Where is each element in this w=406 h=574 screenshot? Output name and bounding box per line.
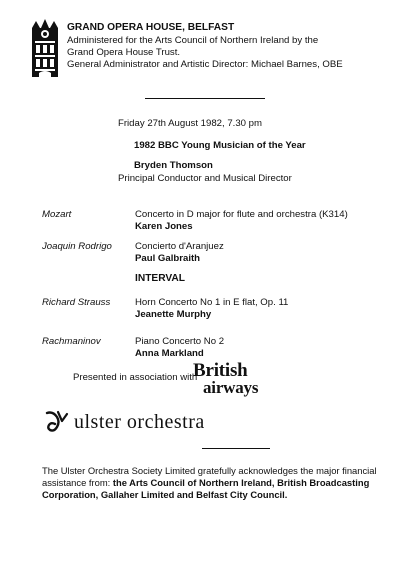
logo-word: airways [203,378,259,397]
acknowledgement-funders: the Arts Council of Northern Ireland, British Broadcasting Corporation, Gallaher Limited and Belfast City Council. [42,477,370,501]
divider [202,448,270,449]
work-title: Concierto d'Aranjuez [135,241,224,252]
ulster-orchestra-logo [44,409,284,435]
performer-name: Anna Markland [135,348,204,359]
interval-label: INTERVAL [135,273,185,284]
event-date: Friday 27th August 1982, 7.30 pm [118,118,262,129]
acknowledgement-text [42,465,382,502]
opera-house-emblem-icon [31,18,59,78]
conductor-name: Bryden Thomson [134,160,213,171]
performer-name: Jeanette Murphy [135,309,212,320]
sponsor-text: Presented in association with [73,372,198,383]
composer-name: Rachmaninov [42,336,101,347]
performer-name: Karen Jones [135,221,193,232]
composer-name: Mozart [42,209,72,220]
work-title: Piano Concerto No 2 [135,336,225,347]
composer-name: Joaquin Rodrigo [42,241,112,252]
orchestra-name: ulster orchestra [74,411,205,433]
composer-name: Richard Strauss [42,297,111,308]
admin-line: General Administrator and Artistic Director: Michael Barnes, OBE [67,59,343,70]
theatre-name: GRAND OPERA HOUSE, BELFAST [67,22,235,33]
conductor-role: Principal Conductor and Musical Director [118,173,292,184]
work-title: Horn Concerto No 1 in E flat, Op. 11 [135,297,289,308]
acknowledgement-plain: The Ulster Orchestra Society Limited gratefully acknowledges the major financial assistance from: [42,465,377,489]
admin-line: Grand Opera House Trust. [67,47,181,58]
divider [145,98,265,99]
performer-name: Paul Galbraith [135,253,201,264]
british-airways-logo [193,362,258,396]
work-title: Concerto in D major for flute and orchestra (K314) [135,209,348,220]
admin-line: Administered for the Arts Council of Northern Ireland by the [67,35,319,46]
orchestra-emblem-icon [44,409,72,435]
event-title: 1982 BBC Young Musician of the Year [134,140,306,151]
logo-word: British [193,360,248,381]
administration-info [67,35,343,71]
